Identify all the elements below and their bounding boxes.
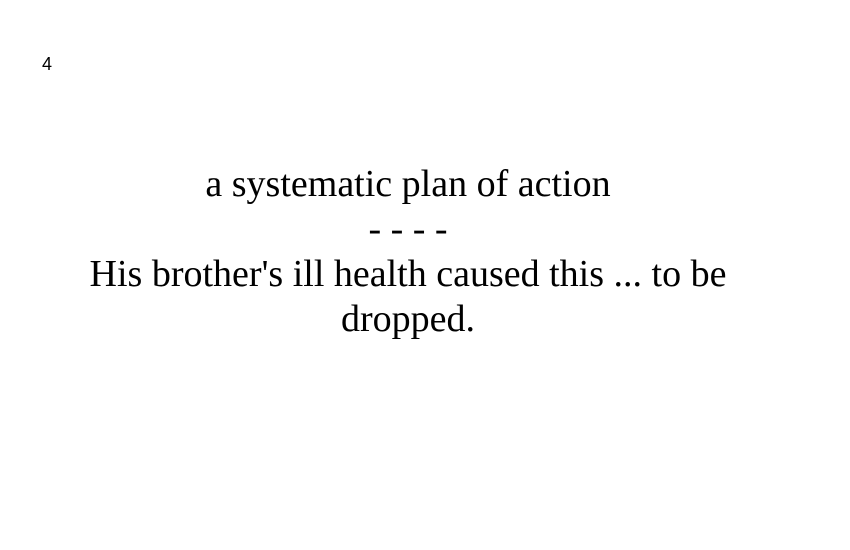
- card-content: [60, 162, 756, 342]
- definition-text: a systematic plan of action: [205, 163, 611, 205]
- card-number: 4: [42, 54, 53, 74]
- separator: - - - -: [368, 208, 448, 250]
- example-sentence: His brother's ill health caused this ... to be dropped.: [89, 253, 727, 340]
